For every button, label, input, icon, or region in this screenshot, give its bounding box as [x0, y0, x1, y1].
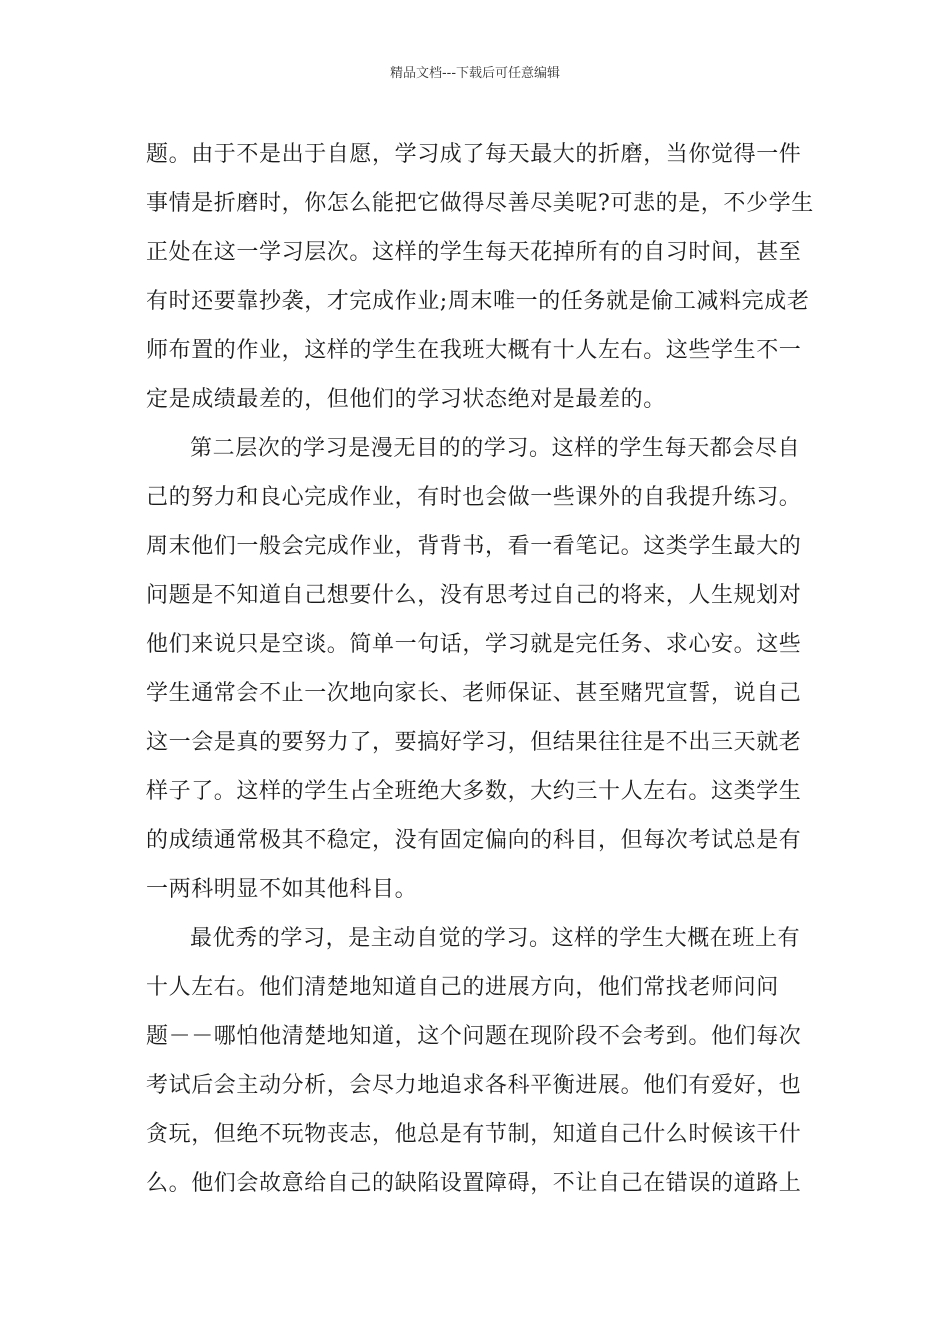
- text-line: 定是成绩最差的，但他们的学习状态绝对是最差的。: [146, 387, 666, 412]
- text-line: 问题是不知道自己想要什么，没有思考过自己的将来，人生规划对: [146, 583, 802, 608]
- page-header: 精品文档---下载后可任意编辑: [389, 66, 561, 81]
- text-line: 事情是折磨时，你怎么能把它做得尽善尽美呢?可悲的是，不少学生: [146, 191, 814, 216]
- text-line: 有时还要靠抄袭，才完成作业;周末唯一的任务就是偷工减料完成老: [146, 289, 810, 314]
- text-line: 周末他们一般会完成作业，背背书，看一看笔记。这类学生最大的: [146, 534, 802, 559]
- text-line: 的成绩通常极其不稳定，没有固定偏向的科目，但每次考试总是有: [146, 828, 802, 853]
- paragraph-start-line: 最优秀的学习，是主动自觉的学习。这样的学生大概在班上有: [190, 926, 801, 951]
- text-line: 么。他们会故意给自己的缺陷设置障碍，不让自己在错误的道路上: [146, 1171, 802, 1196]
- paragraph-start-line: 第二层次的学习是漫无目的的学习。这样的学生每天都会尽自: [190, 436, 801, 461]
- text-line: 学生通常会不止一次地向家长、老师保证、甚至赌咒宣誓，说自己: [146, 681, 802, 706]
- text-line: 考试后会主动分析，会尽力地追求各科平衡进展。他们有爱好，也: [146, 1073, 802, 1098]
- text-line: 己的努力和良心完成作业，有时也会做一些课外的自我提升练习。: [146, 485, 802, 510]
- text-line: 这一会是真的要努力了，要搞好学习，但结果往往是不出三天就老: [146, 730, 802, 755]
- text-line: 师布置的作业，这样的学生在我班大概有十人左右。这些学生不一: [146, 338, 802, 363]
- text-line: 题。由于不是出于自愿，学习成了每天最大的折磨，当你觉得一件: [146, 142, 802, 167]
- text-line: 题－－哪怕他清楚地知道，这个问题在现阶段不会考到。他们每次: [146, 1024, 802, 1049]
- text-line: 正处在这一学习层次。这样的学生每天花掉所有的自习时间，甚至: [146, 240, 802, 265]
- document-body: [146, 130, 814, 1208]
- text-line: 他们来说只是空谈。简单一句话，学习就是完任务、求心安。这些: [146, 632, 802, 657]
- text-line: 十人左右。他们清楚地知道自己的进展方向，他们常找老师问问: [146, 975, 779, 1000]
- text-line: 样子了。这样的学生占全班绝大多数，大约三十人左右。这类学生: [146, 779, 802, 804]
- text-line: 一两科明显不如其他科目。: [146, 877, 418, 902]
- text-line: 贪玩，但绝不玩物丧志，他总是有节制，知道自己什么时候该干什: [146, 1122, 802, 1147]
